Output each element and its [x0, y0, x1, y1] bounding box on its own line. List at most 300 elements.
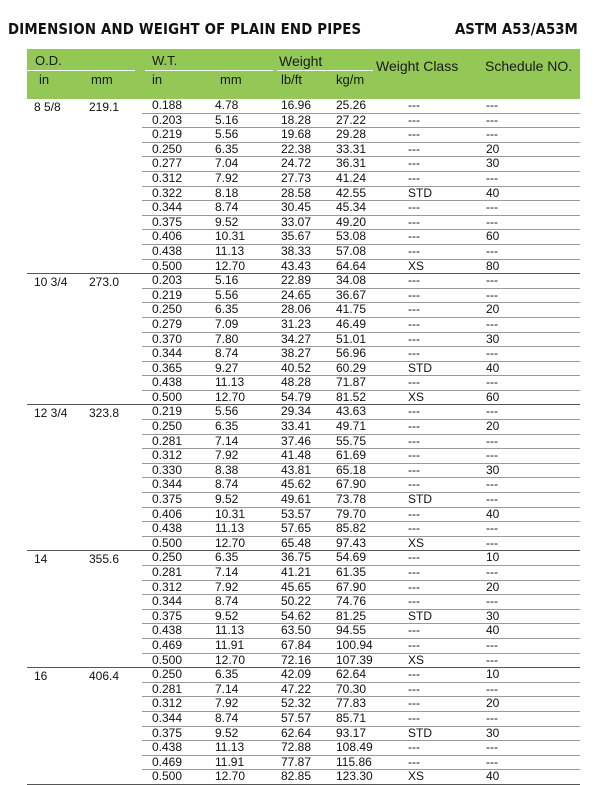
- lbft-cell: 22.38: [281, 141, 312, 156]
- wt-in-cell: 0.469: [152, 754, 183, 769]
- weight-class-cell: ---: [408, 404, 420, 419]
- wt-mm-cell: 4.78: [215, 98, 239, 112]
- wt-in-cell: 0.344: [152, 346, 183, 361]
- kgm-cell: 64.64: [336, 258, 367, 273]
- header-schedule: Schedule NO.: [485, 58, 573, 74]
- kgm-cell: 56.96: [336, 346, 367, 361]
- lbft-cell: 38.33: [281, 243, 312, 258]
- weight-class-cell: ---: [408, 419, 420, 434]
- lbft-cell: 63.50: [281, 623, 312, 638]
- wt-in-cell: 0.312: [152, 579, 183, 594]
- wt-mm-cell: 12.70: [215, 769, 246, 784]
- od-mm-cell: 219.1: [89, 100, 120, 114]
- kgm-cell: 123.30: [336, 769, 373, 784]
- lbft-cell: 33.41: [281, 419, 312, 434]
- lbft-cell: 36.75: [281, 550, 312, 565]
- wt-mm-cell: 11.13: [215, 740, 245, 755]
- lbft-cell: 57.57: [281, 710, 312, 725]
- weight-class-cell: ---: [408, 477, 420, 492]
- lbft-cell: 72.16: [281, 652, 312, 667]
- schedule-cell: 40: [486, 623, 500, 638]
- wt-mm-cell: 12.70: [215, 652, 246, 667]
- wt-mm-cell: 8.74: [215, 477, 239, 492]
- wt-in-cell: 0.312: [152, 696, 183, 711]
- table-row: [142, 566, 580, 581]
- table-row: [142, 333, 580, 348]
- schedule-cell: 60: [486, 229, 500, 244]
- header-weight: Weight: [279, 53, 323, 69]
- kgm-cell: 29.28: [336, 127, 367, 142]
- schedule-cell: 40: [486, 185, 500, 200]
- header-lbft: lb/ft: [281, 72, 302, 87]
- wt-mm-cell: 7.92: [215, 579, 239, 594]
- table-row: [142, 143, 580, 158]
- wt-in-cell: 0.219: [152, 127, 183, 142]
- kgm-cell: 70.30: [336, 681, 367, 696]
- kgm-cell: 61.69: [336, 448, 367, 463]
- weight-class-cell: STD: [408, 608, 432, 623]
- wt-mm-cell: 6.35: [215, 419, 239, 434]
- pipe-group: [27, 668, 580, 785]
- weight-class-cell: ---: [408, 565, 420, 579]
- table-row: [142, 362, 580, 377]
- weight-class-cell: ---: [408, 696, 420, 711]
- table-row: [142, 668, 580, 683]
- wt-mm-cell: 6.35: [215, 302, 239, 317]
- schedule-cell: ---: [486, 594, 498, 609]
- schedule-cell: ---: [486, 433, 498, 448]
- wt-mm-cell: 12.70: [215, 535, 246, 550]
- wt-mm-cell: 5.16: [215, 112, 239, 127]
- table-row: [142, 114, 580, 129]
- lbft-cell: 38.27: [281, 346, 312, 361]
- wt-mm-cell: 5.56: [215, 287, 239, 302]
- table-row: [142, 610, 580, 625]
- wt-in-cell: 0.438: [152, 243, 183, 258]
- schedule-cell: ---: [486, 112, 498, 127]
- weight-class-cell: ---: [408, 375, 420, 390]
- wt-in-cell: 0.219: [152, 287, 183, 302]
- table-row: [142, 595, 580, 610]
- wt-in-cell: 0.219: [152, 404, 183, 419]
- weight-class-cell: ---: [408, 710, 420, 725]
- schedule-cell: 10: [486, 667, 500, 682]
- schedule-cell: ---: [486, 521, 498, 536]
- table-row: [142, 420, 580, 435]
- wt-in-cell: 0.322: [152, 185, 183, 200]
- wt-in-cell: 0.344: [152, 594, 183, 609]
- schedule-cell: ---: [486, 346, 498, 361]
- od-mm-cell: 406.4: [89, 669, 120, 684]
- wt-mm-cell: 7.04: [215, 156, 239, 171]
- lbft-cell: 33.07: [281, 214, 312, 229]
- schedule-cell: ---: [486, 243, 498, 258]
- kgm-cell: 36.67: [336, 287, 367, 302]
- header-wt-mm: mm: [220, 72, 242, 87]
- schedule-cell: 60: [486, 389, 500, 404]
- od-mm-cell: 355.6: [89, 552, 120, 567]
- table-row: [142, 712, 580, 727]
- weight-class-cell: ---: [408, 637, 420, 652]
- header-od-in: in: [39, 72, 50, 87]
- wt-mm-cell: 11.13: [215, 521, 245, 536]
- wt-mm-cell: 11.91: [215, 754, 245, 769]
- table-row: [142, 756, 580, 771]
- weight-class-cell: ---: [408, 550, 420, 565]
- wt-in-cell: 0.330: [152, 462, 183, 477]
- wt-mm-cell: 5.56: [215, 127, 239, 142]
- schedule-cell: ---: [486, 316, 498, 331]
- table-row: [142, 303, 580, 318]
- weight-class-cell: ---: [408, 331, 420, 346]
- wt-mm-cell: 7.14: [215, 565, 239, 579]
- wt-mm-cell: 7.09: [215, 316, 239, 331]
- lbft-cell: 82.85: [281, 769, 312, 784]
- wt-in-cell: 0.375: [152, 492, 183, 507]
- lbft-cell: 41.48: [281, 448, 312, 463]
- kgm-cell: 67.90: [336, 477, 367, 492]
- lbft-cell: 67.84: [281, 637, 312, 652]
- kgm-cell: 73.78: [336, 492, 367, 507]
- lbft-cell: 43.43: [281, 258, 312, 273]
- wt-mm-cell: 12.70: [215, 258, 246, 273]
- wt-in-cell: 0.203: [152, 112, 183, 127]
- table-row: [142, 449, 580, 464]
- header-wt: W.T.: [152, 53, 178, 68]
- kgm-cell: 74.76: [336, 594, 367, 609]
- wt-mm-cell: 7.92: [215, 170, 239, 185]
- wt-in-cell: 0.250: [152, 550, 183, 565]
- kgm-cell: 41.24: [336, 170, 367, 185]
- schedule-cell: ---: [486, 448, 498, 463]
- wt-mm-cell: 9.27: [215, 360, 239, 375]
- wt-in-cell: 0.312: [152, 448, 183, 463]
- schedule-cell: ---: [486, 492, 498, 507]
- wt-in-cell: 0.281: [152, 565, 183, 579]
- weight-class-cell: ---: [408, 740, 420, 755]
- lbft-cell: 72.88: [281, 740, 312, 755]
- od-in-cell: 8 5/8: [34, 100, 61, 114]
- wt-in-cell: 0.365: [152, 360, 183, 375]
- lbft-cell: 42.09: [281, 667, 312, 682]
- lbft-cell: 77.87: [281, 754, 312, 769]
- standard-label: ASTM A53/A53M: [455, 20, 578, 38]
- weight-class-cell: ---: [408, 200, 420, 215]
- weight-class-cell: XS: [408, 258, 425, 273]
- schedule-cell: ---: [486, 214, 498, 229]
- kgm-cell: 85.71: [336, 710, 367, 725]
- table-row: [142, 727, 580, 742]
- wt-in-cell: 0.250: [152, 419, 183, 434]
- wt-in-cell: 0.250: [152, 302, 183, 317]
- table-row: [142, 537, 580, 551]
- wt-mm-cell: 8.74: [215, 710, 239, 725]
- wt-in-cell: 0.438: [152, 521, 183, 536]
- weight-class-cell: XS: [408, 652, 425, 667]
- wt-in-cell: 0.279: [152, 316, 183, 331]
- wt-in-cell: 0.188: [152, 98, 183, 112]
- schedule-cell: ---: [486, 127, 498, 142]
- table-row: [142, 508, 580, 523]
- kgm-cell: 97.43: [336, 535, 367, 550]
- table-row: [142, 405, 580, 420]
- table-row: [142, 216, 580, 231]
- table-row: [142, 478, 580, 493]
- wt-in-cell: 0.344: [152, 477, 183, 492]
- wt-mm-cell: 5.16: [215, 273, 239, 288]
- table-header: [27, 49, 580, 99]
- kgm-cell: 54.69: [336, 550, 367, 565]
- table-row: [142, 157, 580, 172]
- schedule-cell: 20: [486, 141, 500, 156]
- od-mm-cell: 323.8: [89, 406, 120, 421]
- wt-in-cell: 0.250: [152, 667, 183, 682]
- table-row: [142, 245, 580, 260]
- schedule-cell: 40: [486, 360, 500, 375]
- kgm-cell: 67.90: [336, 579, 367, 594]
- weight-class-cell: STD: [408, 185, 432, 200]
- wt-mm-cell: 8.38: [215, 462, 239, 477]
- schedule-cell: 20: [486, 696, 500, 711]
- schedule-cell: 30: [486, 608, 500, 623]
- wt-mm-cell: 11.13: [215, 243, 245, 258]
- wt-in-cell: 0.370: [152, 331, 183, 346]
- kgm-cell: 27.22: [336, 112, 367, 127]
- header-od-underline: [27, 70, 135, 71]
- weight-class-cell: ---: [408, 243, 420, 258]
- kgm-cell: 60.29: [336, 360, 367, 375]
- table-row: [142, 391, 580, 405]
- wt-mm-cell: 10.31: [215, 229, 246, 244]
- table-row: [142, 435, 580, 450]
- weight-class-cell: ---: [408, 594, 420, 609]
- schedule-cell: ---: [486, 710, 498, 725]
- wt-mm-cell: 6.35: [215, 550, 239, 565]
- kgm-cell: 77.83: [336, 696, 367, 711]
- wt-mm-cell: 5.56: [215, 404, 239, 419]
- schedule-cell: 30: [486, 156, 500, 171]
- lbft-cell: 24.72: [281, 156, 312, 171]
- kgm-cell: 57.08: [336, 243, 367, 258]
- weight-class-cell: ---: [408, 448, 420, 463]
- kgm-cell: 42.55: [336, 185, 367, 200]
- weight-class-cell: ---: [408, 170, 420, 185]
- weight-class-cell: ---: [408, 229, 420, 244]
- wt-mm-cell: 8.74: [215, 200, 239, 215]
- table-row: [142, 624, 580, 639]
- wt-in-cell: 0.281: [152, 681, 183, 696]
- lbft-cell: 57.65: [281, 521, 312, 536]
- pipe-group: [27, 551, 580, 668]
- od-in-cell: 12 3/4: [34, 406, 68, 421]
- table-row: [142, 201, 580, 216]
- weight-class-cell: ---: [408, 287, 420, 302]
- table-row: [142, 551, 580, 566]
- kgm-cell: 79.70: [336, 506, 367, 521]
- kgm-cell: 115.86: [336, 754, 372, 769]
- table-row: [142, 581, 580, 596]
- weight-class-cell: ---: [408, 521, 420, 536]
- kgm-cell: 85.82: [336, 521, 367, 536]
- kgm-cell: 51.01: [336, 331, 367, 346]
- wt-in-cell: 0.312: [152, 170, 183, 185]
- wt-mm-cell: 8.74: [215, 594, 239, 609]
- wt-mm-cell: 8.74: [215, 346, 239, 361]
- lbft-cell: 40.52: [281, 360, 312, 375]
- wt-in-cell: 0.438: [152, 623, 183, 638]
- lbft-cell: 34.27: [281, 331, 312, 346]
- wt-mm-cell: 9.52: [215, 492, 239, 507]
- pipe-group: [27, 99, 580, 274]
- table-row: [142, 187, 580, 202]
- schedule-cell: ---: [486, 754, 498, 769]
- table-row: [142, 289, 580, 304]
- header-kgm: kg/m: [336, 72, 365, 87]
- schedule-cell: ---: [486, 535, 498, 550]
- kgm-cell: 46.49: [336, 316, 367, 331]
- schedule-cell: ---: [486, 375, 498, 390]
- od-in-cell: 16: [34, 669, 48, 684]
- pipe-group: [27, 274, 580, 405]
- lbft-cell: 35.67: [281, 229, 312, 244]
- wt-mm-cell: 9.52: [215, 214, 239, 229]
- weight-class-cell: XS: [408, 769, 425, 784]
- wt-mm-cell: 9.52: [215, 725, 239, 740]
- weight-class-cell: ---: [408, 346, 420, 361]
- schedule-cell: 80: [486, 258, 500, 273]
- kgm-cell: 43.63: [336, 404, 367, 419]
- page-title: DIMENSION AND WEIGHT OF PLAIN END PIPES: [8, 20, 362, 38]
- schedule-cell: ---: [486, 404, 498, 419]
- lbft-cell: 54.79: [281, 389, 312, 404]
- schedule-cell: ---: [486, 170, 498, 185]
- wt-mm-cell: 8.18: [215, 185, 239, 200]
- lbft-cell: 19.68: [281, 127, 312, 142]
- wt-mm-cell: 7.92: [215, 696, 239, 711]
- schedule-cell: ---: [486, 98, 498, 112]
- weight-class-cell: ---: [408, 579, 420, 594]
- weight-class-cell: ---: [408, 667, 420, 682]
- wt-in-cell: 0.277: [152, 156, 183, 171]
- wt-in-cell: 0.375: [152, 214, 183, 229]
- kgm-cell: 81.52: [336, 389, 367, 404]
- wt-in-cell: 0.438: [152, 375, 183, 390]
- table-row: [142, 260, 580, 274]
- wt-in-cell: 0.406: [152, 506, 183, 521]
- weight-class-cell: ---: [408, 127, 420, 142]
- kgm-cell: 81.25: [336, 608, 367, 623]
- weight-class-cell: ---: [408, 754, 420, 769]
- schedule-cell: ---: [486, 740, 498, 755]
- schedule-cell: 20: [486, 419, 500, 434]
- kgm-cell: 61.35: [336, 565, 367, 579]
- table-row: [142, 464, 580, 479]
- wt-mm-cell: 6.35: [215, 141, 239, 156]
- kgm-cell: 65.18: [336, 462, 367, 477]
- weight-class-cell: ---: [408, 506, 420, 521]
- lbft-cell: 52.32: [281, 696, 312, 711]
- wt-in-cell: 0.500: [152, 769, 183, 784]
- wt-mm-cell: 7.14: [215, 433, 239, 448]
- od-in-cell: 10 3/4: [34, 275, 68, 290]
- table-row: [142, 274, 580, 289]
- wt-mm-cell: 10.31: [215, 506, 246, 521]
- lbft-cell: 65.48: [281, 535, 312, 550]
- schedule-cell: 40: [486, 769, 500, 784]
- wt-in-cell: 0.500: [152, 258, 183, 273]
- lbft-cell: 22.89: [281, 273, 312, 288]
- header-weight-class: Weight Class: [376, 58, 459, 74]
- lbft-cell: 16.96: [281, 98, 312, 112]
- table-row: [142, 318, 580, 333]
- kgm-cell: 62.64: [336, 667, 367, 682]
- weight-class-cell: ---: [408, 112, 420, 127]
- schedule-cell: ---: [486, 287, 498, 302]
- lbft-cell: 50.22: [281, 594, 312, 609]
- pipe-group: [27, 405, 580, 551]
- weight-class-cell: ---: [408, 681, 420, 696]
- wt-mm-cell: 12.70: [215, 389, 246, 404]
- lbft-cell: 28.06: [281, 302, 312, 317]
- schedule-cell: ---: [486, 200, 498, 215]
- kgm-cell: 53.08: [336, 229, 367, 244]
- wt-in-cell: 0.500: [152, 652, 183, 667]
- wt-in-cell: 0.500: [152, 389, 183, 404]
- kgm-cell: 94.55: [336, 623, 367, 638]
- weight-class-cell: ---: [408, 273, 420, 288]
- kgm-cell: 49.20: [336, 214, 367, 229]
- header-od-mm: mm: [91, 72, 113, 87]
- lbft-cell: 31.23: [281, 316, 312, 331]
- schedule-cell: ---: [486, 565, 498, 579]
- table-row: [142, 522, 580, 537]
- lbft-cell: 54.62: [281, 608, 312, 623]
- table-row: [142, 683, 580, 698]
- wt-mm-cell: 11.13: [215, 623, 245, 638]
- wt-in-cell: 0.500: [152, 535, 183, 550]
- lbft-cell: 30.45: [281, 200, 312, 215]
- wt-mm-cell: 6.35: [215, 667, 239, 682]
- kgm-cell: 108.49: [336, 740, 373, 755]
- weight-class-cell: ---: [408, 433, 420, 448]
- kgm-cell: 45.34: [336, 200, 367, 215]
- kgm-cell: 100.94: [336, 637, 373, 652]
- schedule-cell: 30: [486, 725, 500, 740]
- schedule-cell: 10: [486, 550, 500, 565]
- wt-in-cell: 0.406: [152, 229, 183, 244]
- kgm-cell: 36.31: [336, 156, 367, 171]
- lbft-cell: 41.21: [281, 565, 312, 579]
- lbft-cell: 53.57: [281, 506, 312, 521]
- wt-mm-cell: 7.92: [215, 448, 239, 463]
- weight-class-cell: XS: [408, 389, 425, 404]
- wt-in-cell: 0.344: [152, 200, 183, 215]
- schedule-cell: 20: [486, 579, 500, 594]
- kgm-cell: 93.17: [336, 725, 367, 740]
- wt-mm-cell: 9.52: [215, 608, 239, 623]
- table-row: [142, 128, 580, 143]
- lbft-cell: 29.34: [281, 404, 312, 419]
- wt-mm-cell: 7.80: [215, 331, 239, 346]
- weight-class-cell: ---: [408, 462, 420, 477]
- lbft-cell: 18.28: [281, 112, 312, 127]
- wt-in-cell: 0.375: [152, 725, 183, 740]
- weight-class-cell: ---: [408, 302, 420, 317]
- schedule-cell: 20: [486, 302, 500, 317]
- table-row: [142, 230, 580, 245]
- title-bar: [0, 20, 612, 46]
- weight-class-cell: ---: [408, 156, 420, 171]
